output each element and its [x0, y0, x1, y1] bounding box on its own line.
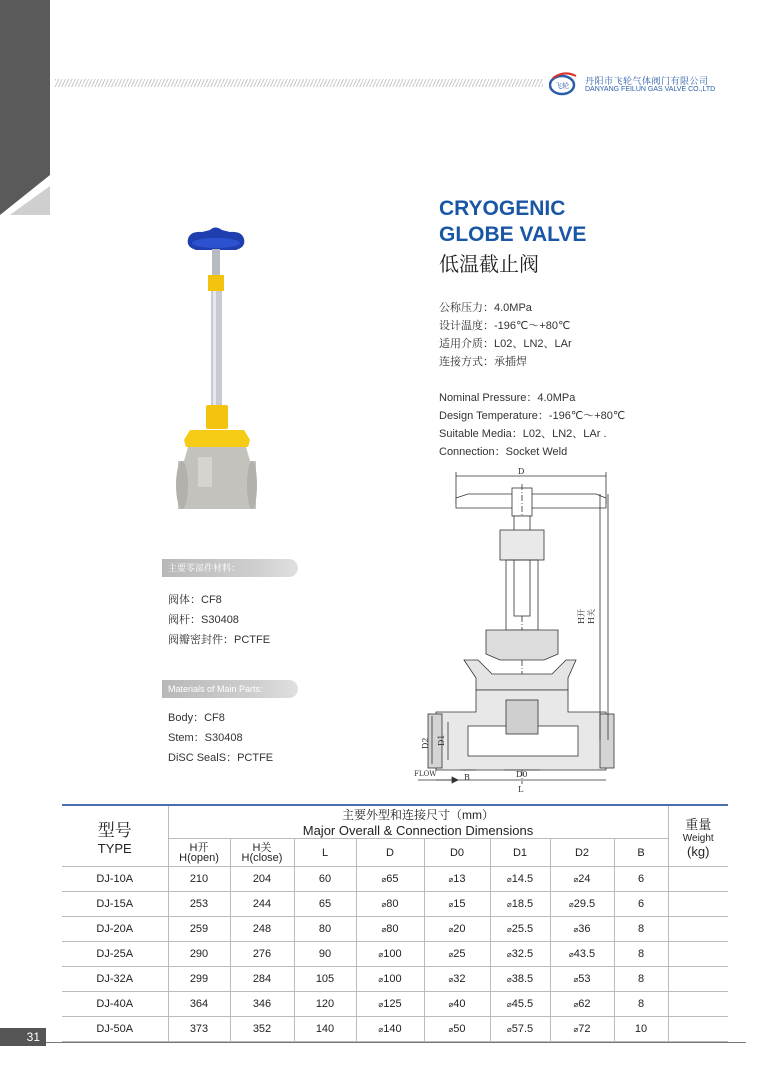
cell-type: DJ-40A	[62, 992, 168, 1017]
cell-d0	[424, 992, 490, 1017]
product-title-cn: 低温截止阀	[439, 254, 539, 276]
diameter-symbol: ⌀	[448, 900, 454, 909]
diameter-symbol: ⌀	[506, 950, 512, 959]
dim-label-d0: D0	[516, 770, 528, 779]
col-l: L	[294, 839, 356, 867]
material-item: DiSC SealS：PCTFE	[168, 752, 274, 764]
spec-line: Nominal Pressure：4.0MPa	[439, 392, 576, 404]
cell-w	[668, 892, 728, 917]
page-number: 31	[0, 1028, 46, 1046]
cell-d2	[550, 967, 614, 992]
cell-l: 65	[294, 892, 356, 917]
cell-b: 8	[614, 917, 668, 942]
diameter-symbol: ⌀	[381, 900, 387, 909]
cell-value: 53	[578, 973, 591, 985]
cell-h-close: 284	[230, 967, 294, 992]
dimensions-header-cn: 主要外型和连接尺寸（mm）	[342, 808, 494, 822]
diameter-symbol: ⌀	[573, 1025, 579, 1034]
diameter-symbol: ⌀	[448, 875, 454, 884]
table-row	[62, 867, 728, 892]
diameter-symbol: ⌀	[568, 900, 574, 909]
spec-line: 设计温度：-196℃～+80℃	[439, 320, 571, 332]
table-row	[62, 967, 728, 992]
cell-value: 25	[453, 948, 466, 960]
cell-l: 140	[294, 1017, 356, 1042]
cell-d1	[490, 967, 550, 992]
spec-line: Design Temperature：-196℃～+80℃	[439, 410, 626, 422]
company-name-cn: 丹阳市飞轮气体阀门有限公司	[585, 76, 709, 86]
cell-b: 8	[614, 992, 668, 1017]
dim-label-h-open: H开	[577, 609, 586, 624]
col-d0: D0	[424, 839, 490, 867]
cell-d0	[424, 917, 490, 942]
materials-cn-list	[168, 590, 270, 650]
cell-d	[356, 892, 424, 917]
dim-label-d1: D1	[437, 734, 446, 746]
cell-d2	[550, 892, 614, 917]
specs-en	[439, 389, 625, 461]
type-header	[62, 805, 168, 867]
cell-l: 80	[294, 917, 356, 942]
col-h-close	[230, 839, 294, 867]
cell-type: DJ-10A	[62, 867, 168, 892]
col-h-open-cn: H开	[189, 841, 209, 854]
cell-type: DJ-25A	[62, 942, 168, 967]
cell-d0	[424, 967, 490, 992]
diameter-symbol: ⌀	[506, 925, 512, 934]
table-row	[62, 917, 728, 942]
cell-value: 40	[453, 998, 466, 1010]
diameter-symbol: ⌀	[378, 1000, 384, 1009]
cell-value: 38.5	[511, 973, 534, 985]
cell-d0	[424, 1017, 490, 1042]
cell-h-open: 210	[168, 867, 230, 892]
dim-label-h-close: H关	[587, 609, 596, 624]
spec-line: Suitable Media：L02、LN2、LAr .	[439, 428, 607, 440]
cell-value: 57.5	[511, 1023, 534, 1035]
valve-technical-drawing	[408, 464, 628, 799]
cell-value: 72	[578, 1023, 591, 1035]
cell-value: 50	[453, 1023, 466, 1035]
cell-h-open: 259	[168, 917, 230, 942]
cell-value: 15	[453, 898, 466, 910]
cell-type: DJ-32A	[62, 967, 168, 992]
dimensions-header-en: Major Overall & Connection Dimensions	[302, 823, 534, 838]
cell-d1	[490, 992, 550, 1017]
col-h-close-cn: H关	[252, 841, 272, 854]
cell-d	[356, 992, 424, 1017]
cell-value: 125	[383, 998, 402, 1010]
cell-d	[356, 1017, 424, 1042]
cell-value: 32.5	[511, 948, 534, 960]
spec-line: 适用介质：L02、LN2、LAr	[439, 338, 572, 350]
table-row	[62, 942, 728, 967]
weight-header-cn: 重量	[685, 816, 712, 832]
diameter-symbol: ⌀	[378, 1025, 384, 1034]
logo-text: 飞轮	[555, 82, 569, 90]
diameter-symbol: ⌀	[573, 925, 579, 934]
dimensions-header	[168, 805, 668, 839]
cell-d1	[490, 942, 550, 967]
cell-l: 105	[294, 967, 356, 992]
decorative-corner-strip	[0, 0, 50, 215]
cell-value: 140	[383, 1023, 402, 1035]
cell-l: 60	[294, 867, 356, 892]
cell-value: 45.5	[511, 998, 534, 1010]
cell-b: 8	[614, 942, 668, 967]
diameter-symbol: ⌀	[573, 875, 579, 884]
col-d1: D1	[490, 839, 550, 867]
cell-d0	[424, 892, 490, 917]
valve-product-image	[160, 225, 270, 525]
diameter-symbol: ⌀	[568, 950, 574, 959]
cell-h-open: 253	[168, 892, 230, 917]
cell-d2	[550, 992, 614, 1017]
cell-value: 24	[578, 873, 591, 885]
diameter-symbol: ⌀	[573, 1000, 579, 1009]
cell-type: DJ-50A	[62, 1017, 168, 1042]
cell-d0	[424, 867, 490, 892]
col-h-open	[168, 839, 230, 867]
title-line-2: GLOBE VALVE	[439, 223, 587, 246]
cell-d2	[550, 867, 614, 892]
cell-w	[668, 942, 728, 967]
material-item: Stem：S30408	[168, 732, 243, 744]
cell-h-open: 364	[168, 992, 230, 1017]
diameter-symbol: ⌀	[448, 925, 454, 934]
dim-label-flow: FLOW	[414, 770, 437, 778]
cell-h-close: 276	[230, 942, 294, 967]
dim-label-l: L	[518, 785, 524, 794]
cell-l: 90	[294, 942, 356, 967]
table-row	[62, 1017, 728, 1042]
cell-d0	[424, 942, 490, 967]
cell-type: DJ-15A	[62, 892, 168, 917]
diameter-symbol: ⌀	[506, 1000, 512, 1009]
cell-h-close: 248	[230, 917, 294, 942]
cell-value: 100	[383, 973, 402, 985]
cell-value: 18.5	[511, 898, 534, 910]
title-line-1: CRYOGENIC	[439, 197, 566, 220]
company-name-en: DANYANG FEILUN GAS VALVE CO.,LTD	[585, 86, 716, 93]
dimensions-table	[62, 804, 728, 1042]
cell-h-close: 244	[230, 892, 294, 917]
cell-w	[668, 867, 728, 892]
cell-d	[356, 867, 424, 892]
dim-label-d: D	[518, 467, 525, 476]
cell-d2	[550, 942, 614, 967]
cell-d1	[490, 1017, 550, 1042]
cell-h-open: 373	[168, 1017, 230, 1042]
cell-value: 43.5	[573, 948, 596, 960]
weight-header-en: Weight	[682, 832, 714, 844]
weight-header	[668, 805, 728, 867]
type-header-en: TYPE	[97, 841, 132, 856]
col-h-close-en: H(close)	[241, 851, 283, 864]
product-title-en	[439, 196, 586, 248]
cell-value: 100	[383, 948, 402, 960]
cell-value: 14.5	[511, 873, 534, 885]
table-row	[62, 892, 728, 917]
dim-label-d2: D2	[421, 737, 430, 749]
cell-h-close: 352	[230, 1017, 294, 1042]
cell-b: 6	[614, 867, 668, 892]
diameter-symbol: ⌀	[506, 975, 512, 984]
col-d2: D2	[550, 839, 614, 867]
cell-h-open: 290	[168, 942, 230, 967]
diameter-symbol: ⌀	[448, 975, 454, 984]
cell-value: 62	[578, 998, 591, 1010]
cell-value: 13	[453, 873, 466, 885]
col-b: B	[614, 839, 668, 867]
cell-value: 65	[386, 873, 399, 885]
specs-cn	[439, 299, 572, 371]
cell-d1	[490, 892, 550, 917]
footer-rule	[46, 1042, 746, 1043]
cell-w	[668, 992, 728, 1017]
cell-w	[668, 1017, 728, 1042]
col-d: D	[356, 839, 424, 867]
material-item: 阀瓣密封件：PCTFE	[168, 634, 271, 646]
cell-b: 8	[614, 967, 668, 992]
materials-en-list	[168, 708, 273, 768]
cell-value: 80	[386, 898, 399, 910]
diameter-symbol: ⌀	[381, 925, 387, 934]
cell-b: 6	[614, 892, 668, 917]
cell-d2	[550, 1017, 614, 1042]
cell-value: 36	[578, 923, 591, 935]
cell-value: 20	[453, 923, 466, 935]
cell-type: DJ-20A	[62, 917, 168, 942]
materials-en-heading: Materials of Main Parts:	[162, 680, 298, 698]
spec-line: 公称压力：4.0MPa	[439, 302, 532, 314]
cell-d1	[490, 867, 550, 892]
spec-line: Connection：Socket Weld	[439, 446, 568, 458]
diameter-symbol: ⌀	[448, 950, 454, 959]
diameter-symbol: ⌀	[448, 1000, 454, 1009]
diameter-symbol: ⌀	[378, 975, 384, 984]
diameter-symbol: ⌀	[506, 875, 512, 884]
col-h-open-en: H(open)	[179, 851, 219, 864]
cell-h-close: 346	[230, 992, 294, 1017]
materials-cn-heading: 主要零部件材料：	[162, 559, 298, 577]
diameter-symbol: ⌀	[378, 950, 384, 959]
cell-value: 29.5	[573, 898, 596, 910]
company-logo	[549, 70, 579, 96]
weight-header-unit: (kg)	[687, 843, 710, 859]
cell-b: 10	[614, 1017, 668, 1042]
cell-d1	[490, 917, 550, 942]
cell-w	[668, 967, 728, 992]
diameter-symbol: ⌀	[506, 900, 512, 909]
cell-h-close: 204	[230, 867, 294, 892]
diameter-symbol: ⌀	[381, 875, 387, 884]
cell-d	[356, 917, 424, 942]
cell-value: 80	[386, 923, 399, 935]
material-item: 阀体：CF8	[168, 594, 222, 606]
table-row	[62, 992, 728, 1017]
cell-w	[668, 917, 728, 942]
material-item: 阀杆：S30408	[168, 614, 239, 626]
cell-value: 25.5	[511, 923, 534, 935]
cell-h-open: 299	[168, 967, 230, 992]
header-hatched-rule	[55, 79, 543, 87]
dim-label-b: B	[464, 773, 470, 782]
cell-d2	[550, 917, 614, 942]
cell-d	[356, 967, 424, 992]
diameter-symbol: ⌀	[506, 1025, 512, 1034]
diameter-symbol: ⌀	[448, 1025, 454, 1034]
spec-line: 连接方式：承插焊	[439, 356, 527, 368]
cell-l: 120	[294, 992, 356, 1017]
diameter-symbol: ⌀	[573, 975, 579, 984]
material-item: Body：CF8	[168, 712, 225, 724]
cell-d	[356, 942, 424, 967]
cell-value: 32	[453, 973, 466, 985]
type-header-cn: 型号	[97, 821, 132, 840]
